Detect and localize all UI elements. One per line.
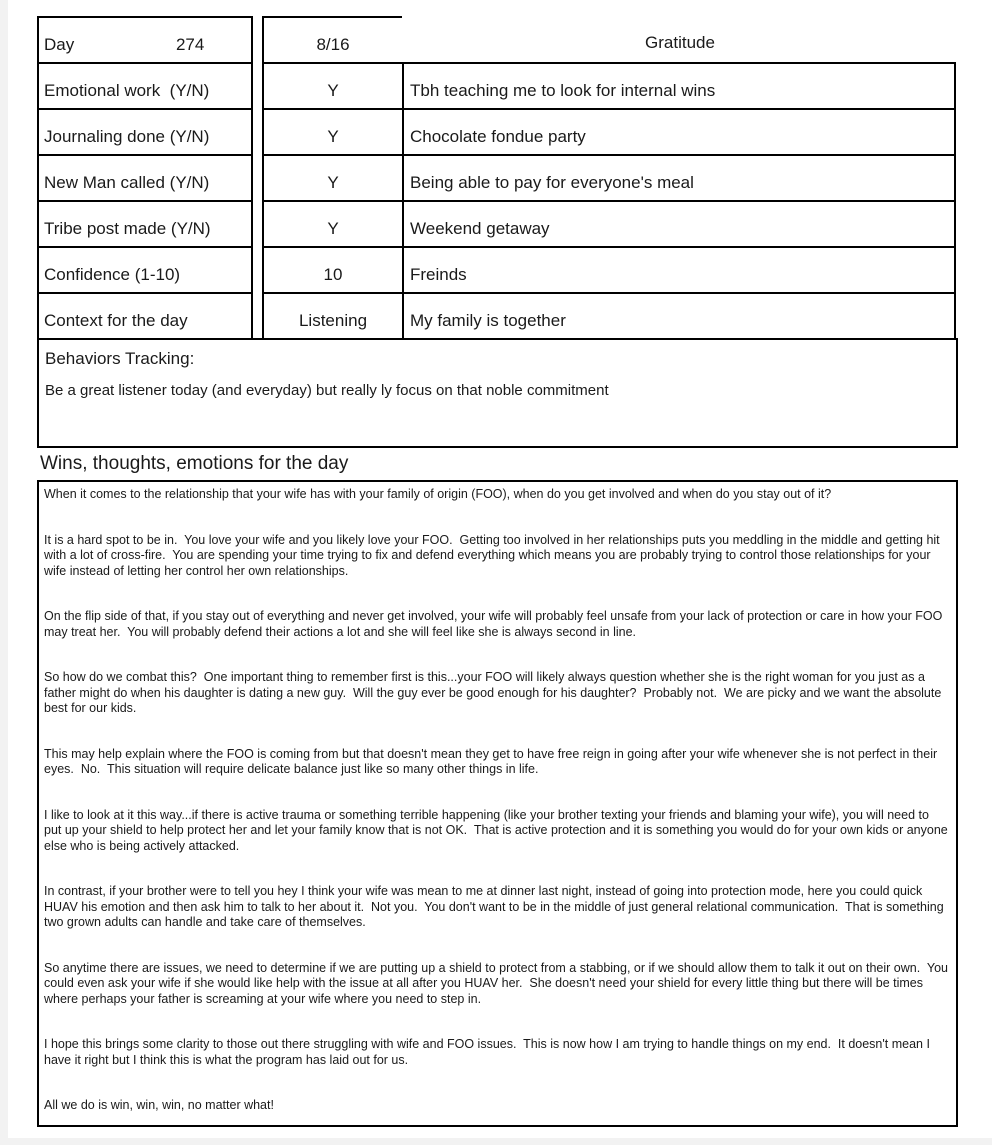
- column-gap: [253, 154, 262, 202]
- tracker-table: [37, 16, 958, 340]
- journal-page: [37, 16, 958, 1127]
- behaviors-box: [37, 338, 958, 448]
- tracker-row-label: Emotional work (Y/N): [44, 81, 210, 100]
- tracker-row-label: Tribe post made (Y/N): [44, 219, 211, 238]
- tracker-label-cell: [37, 246, 253, 294]
- wins-paragraph: In contrast, if your brother were to tell you hey I think your wife was mean to me at dinner last night, instead of going into protection mode, here you could quick HUAV his emotion and then ask him to talk to her about it. Not you. You don't want to be in the middle of just general relational communication. That is something two grown adults can handle and take care of themselves.: [44, 884, 948, 929]
- tracker-label-cell: [37, 200, 253, 248]
- tracker-value-cell: [262, 292, 404, 340]
- gratitude-entry: Being able to pay for everyone's meal: [410, 173, 694, 192]
- tracker-value-cell: [262, 62, 404, 110]
- wins-paragraph: I hope this brings some clarity to those out there struggling with wife and FOO issues. This is now how I am trying to handle things on my end. It doesn't mean I have it right but I think this is what the program has laid out for us.: [44, 1037, 934, 1067]
- wins-paragraph: It is a hard spot to be in. You love your wife and you likely love your FOO. Getting too involved in her relationships puts you meddling in the middle and getting hit with a lot of cross-fire. You are spending your time trying to fix and defend everything which means you are probably trying to control those relationships for your wife instead of letting her control her own relationships.: [44, 532, 944, 578]
- page-left-margin: [0, 0, 8, 1145]
- page-bottom-margin: [0, 1138, 992, 1145]
- tracker-row-value: Listening: [298, 311, 368, 330]
- wins-paragraph: So anytime there are issues, we need to determine if we are putting up a shield to protect from a stabbing, or if we should allow them to talk it out on their own. You could even ask your wife if she would like help with the issue at all after you HUAV her. She doesn't need your shield for every little thing but there will be times where perhaps your father is screaming at your wife where you need to step in.: [44, 960, 952, 1006]
- gratitude-header-cell: [402, 16, 956, 64]
- tracker-header-row: [37, 16, 958, 64]
- gratitude-cell: [402, 154, 956, 202]
- tracker-row: [37, 200, 958, 248]
- tracker-label-cell: [37, 62, 253, 110]
- gratitude-entry: Freinds: [410, 265, 467, 284]
- gratitude-entry: Tbh teaching me to look for internal wins: [410, 81, 716, 100]
- tracker-row-value: Y: [327, 173, 339, 192]
- wins-paragraph: This may help explain where the FOO is coming from but that doesn't mean they get to have free reign in going after your wife whenever she is not perfect in their eyes. No. This situation will require delicate balance just like so many other things in life.: [44, 746, 941, 776]
- gratitude-entry: Chocolate fondue party: [410, 127, 586, 146]
- gratitude-cell: [402, 246, 956, 294]
- tracker-row: [37, 154, 958, 202]
- tracker-label-cell: [37, 292, 253, 340]
- tracker-value-cell: [262, 154, 404, 202]
- tracker-row-value: Y: [327, 127, 339, 146]
- tracker-value-cell: [262, 200, 404, 248]
- tracker-row: [37, 292, 958, 340]
- gratitude-header: Gratitude: [645, 33, 715, 52]
- tracker-row: [37, 108, 958, 156]
- day-label: Day: [44, 35, 75, 54]
- tracker-row-label: Confidence (1-10): [44, 265, 181, 284]
- wins-paragraph: When it comes to the relationship that your wife has with your family of origin (FOO), when do you get involved and when do you stay out of it?: [44, 487, 832, 501]
- wins-paragraph: On the flip side of that, if you stay out of everything and never get involved, your wife will probably feel unsafe from your lack of protection or care in how your FOO may treat her. You will probably defend their actions a lot and she will feel like she is always second in line.: [44, 609, 946, 639]
- tracker-value-cell: [262, 108, 404, 156]
- tracker-value-cell: [262, 246, 404, 294]
- tracker-row: [37, 62, 958, 110]
- column-gap: [253, 16, 262, 64]
- column-gap: [253, 200, 262, 248]
- date-value: 8/16: [316, 35, 350, 54]
- wins-box: [37, 480, 958, 1127]
- behaviors-title: Behaviors Tracking:: [45, 349, 195, 368]
- wins-paragraph: I like to look at it this way...if there is active trauma or something terrible happening (like your brother texting your friends and blaming your wife), you will need to put up your shield to help protect her and let your family know that is not OK. That is active protection and it is something you would do for your own kids or anyone else who is being actively attacked.: [44, 807, 952, 853]
- tracker-label-cell: [37, 154, 253, 202]
- tracker-row-value: Y: [327, 219, 339, 238]
- tracker-row-label: Journaling done (Y/N): [44, 127, 210, 146]
- tracker-row-label: Context for the day: [44, 311, 188, 330]
- tracker-label-cell: [37, 108, 253, 156]
- column-gap: [253, 292, 262, 340]
- gratitude-cell: [402, 200, 956, 248]
- tracker-row-value: 10: [323, 265, 343, 284]
- column-gap: [253, 246, 262, 294]
- wins-paragraph: All we do is win, win, win, no matter what!: [44, 1098, 274, 1112]
- gratitude-entry: Weekend getaway: [410, 219, 550, 238]
- tracker-row: [37, 246, 958, 294]
- day-value: 274: [175, 35, 205, 54]
- wins-heading: Wins, thoughts, emotions for the day: [40, 453, 349, 474]
- wins-paragraph: So how do we combat this? One important thing to remember first is this...your FOO will likely always question whether she is the right woman for you just as a father might do when his daughter is dating a new guy. Will the guy ever be good enough for his daughter? Probably not. We are picky and we want the absolute best for our kids.: [44, 670, 945, 715]
- column-gap: [253, 108, 262, 156]
- day-cell: [37, 16, 253, 64]
- gratitude-cell: [402, 62, 956, 110]
- gratitude-cell: [402, 108, 956, 156]
- tracker-row-value: Y: [327, 81, 339, 100]
- date-cell: [262, 16, 404, 64]
- gratitude-cell: [402, 292, 956, 340]
- behaviors-text: Be a great listener today (and everyday) but really ly focus on that noble commitment: [45, 382, 609, 399]
- column-gap: [253, 62, 262, 110]
- tracker-row-label: New Man called (Y/N): [44, 173, 210, 192]
- gratitude-entry: My family is together: [410, 311, 566, 330]
